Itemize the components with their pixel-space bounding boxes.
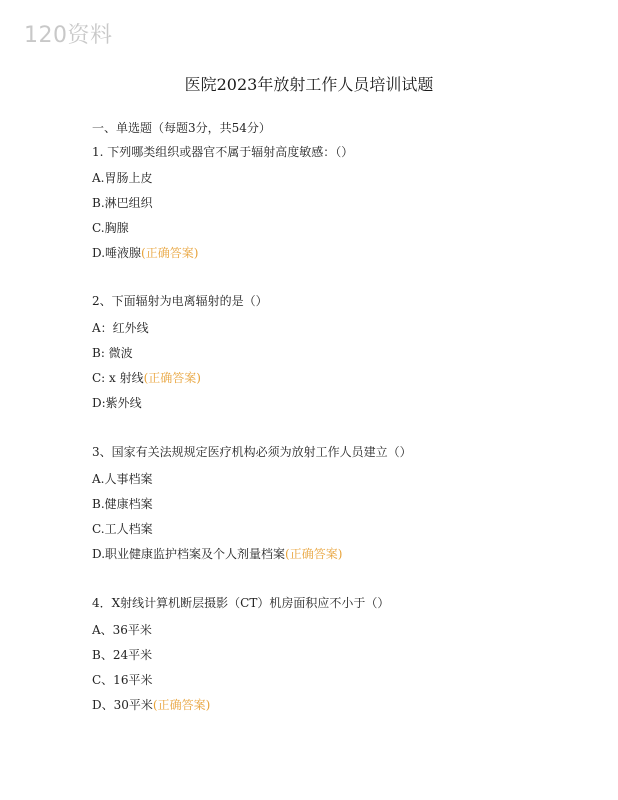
option-text: C.工人档案: [92, 522, 153, 536]
answer-option: [92, 319, 149, 336]
correct-answer-mark: (正确答案): [141, 246, 199, 260]
option-text: D.唾液腺: [92, 246, 142, 260]
answer-option: [92, 394, 142, 411]
option-text: B、24平米: [92, 648, 153, 662]
option-text: B: 微波: [92, 346, 133, 360]
answer-option: [92, 696, 210, 713]
answer-option: [92, 244, 198, 261]
option-text: B.淋巴组织: [92, 196, 153, 210]
option-text: C.胸腺: [92, 221, 129, 235]
answer-option: [92, 545, 342, 562]
option-text: C: x 射线: [92, 371, 144, 385]
answer-option: [92, 369, 201, 386]
correct-answer-mark: (正确答案): [285, 547, 343, 561]
answer-option: [92, 219, 129, 236]
option-text: A、36平米: [92, 623, 152, 637]
option-text: A.胃肠上皮: [92, 171, 153, 185]
option-text: B.健康档案: [92, 497, 153, 511]
answer-option: [92, 621, 152, 638]
answer-option: [92, 520, 153, 537]
answer-option: [92, 169, 152, 186]
answer-option: [92, 646, 152, 663]
option-text: D:紫外线: [92, 396, 142, 410]
option-text: A.人事档案: [92, 472, 153, 486]
answer-option: [92, 470, 152, 487]
question-stem: 3、国家有关法规规定医疗机构必须为放射工作人员建立（）: [92, 445, 412, 459]
watermark-logo: 120资料: [24, 23, 113, 48]
correct-answer-mark: (正确答案): [143, 371, 201, 385]
option-text: A：红外线: [92, 321, 149, 335]
answer-option: [92, 344, 133, 361]
question-stem: 4．X射线计算机断层摄影（CT）机房面积应不小于（）: [92, 596, 390, 610]
answer-option: [92, 495, 153, 512]
option-text: D.职业健康监护档案及个人剂量档案: [92, 547, 286, 561]
section-heading: 一、单选题（每题3分，共54分）: [92, 121, 271, 135]
question-stem: 2、下面辐射为电离辐射的是（）: [92, 294, 268, 308]
question-stem: 1. 下列哪类组织或器官不属于辐射高度敏感：（）: [92, 145, 354, 159]
option-text: C、16平米: [92, 673, 153, 687]
answer-option: [92, 194, 153, 211]
page-title: 医院2023年放射工作人员培训试题: [184, 75, 434, 94]
answer-option: [92, 671, 152, 688]
correct-answer-mark: (正确答案): [152, 698, 211, 712]
option-text: D、30平米: [92, 698, 153, 712]
